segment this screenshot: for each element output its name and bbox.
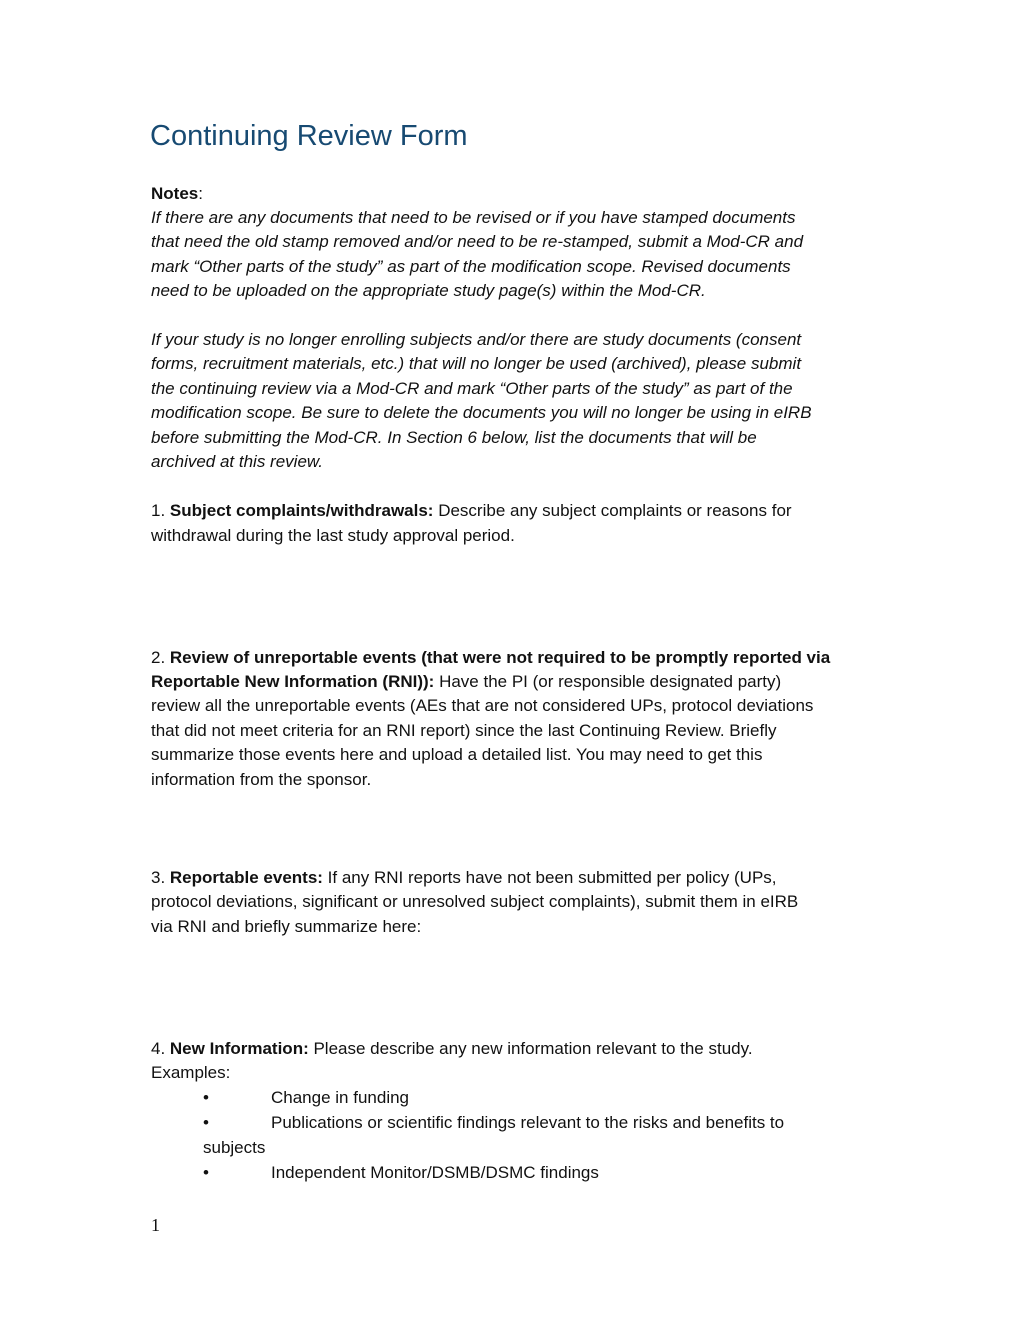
notes-p1-line: need to be uploaded on the appropriate study page(s) within the Mod-CR. <box>151 281 706 300</box>
section-4-title: New Information: <box>169 1039 309 1058</box>
section-number: 3. <box>151 868 170 887</box>
bullet-icon: • <box>203 1163 209 1182</box>
section-1-title: Subject complaints/withdrawals: <box>169 501 434 520</box>
notes-heading <box>151 182 203 206</box>
bullet-icon: • <box>203 1088 209 1107</box>
notes-p1-line: If there are any documents that need to be revised or if you have stamped documents <box>151 208 796 227</box>
section-number: 1. <box>151 501 170 520</box>
list-item: Independent Monitor/DSMB/DSMC findings <box>271 1163 599 1182</box>
section-2-title-cont: Reportable New Information (RNI)): <box>151 672 435 691</box>
section-1-heading <box>151 499 792 523</box>
section-3-text: If any RNI reports have not been submitted per policy (UPs, <box>322 868 777 887</box>
notes-label: Notes <box>151 184 199 203</box>
section-number: 4. <box>151 1039 170 1058</box>
section-3-heading <box>151 866 777 890</box>
section-2-line <box>151 670 781 694</box>
section-2-line: information from the sponsor. <box>151 770 372 789</box>
notes-p2-line: modification scope. Be sure to delete the documents you will no longer be using in eIRB <box>151 403 812 422</box>
notes-p2-line: the continuing review via a Mod-CR and mark “Other parts of the study” as part of the <box>151 379 793 398</box>
section-2-title: Review of unreportable events (that were not required to be promptly reported via <box>169 648 831 667</box>
notes-p2-line: before submitting the Mod-CR. In Section 6 below, list the documents that will be <box>151 428 757 447</box>
section-4-text: Please describe any new information relevant to the study. <box>308 1039 753 1058</box>
section-2-line: summarize those events here and upload a detailed list. You may need to get this <box>151 745 763 764</box>
notes-p2-line: archived at this review. <box>151 452 323 471</box>
section-3-line: via RNI and briefly summarize here: <box>151 917 422 936</box>
section-1-text: Describe any subject complaints or reasons for <box>433 501 792 520</box>
section-3-title: Reportable events: <box>169 868 323 887</box>
list-item-wrap: subjects <box>203 1138 266 1157</box>
bullet-icon: • <box>203 1113 209 1132</box>
notes-p2-line: If your study is no longer enrolling subjects and/or there are study documents (consent <box>151 330 802 349</box>
list-item: Publications or scientific findings relevant to the risks and benefits to <box>271 1113 785 1132</box>
section-number: 2. <box>151 648 170 667</box>
examples-label: Examples: <box>151 1063 231 1082</box>
section-2-line: review all the unreportable events (AEs that are not considered UPs, protocol deviations <box>151 696 814 715</box>
section-2-text: Have the PI (or responsible designated party) <box>434 672 782 691</box>
notes-colon: : <box>198 184 203 203</box>
section-4-heading <box>151 1037 753 1061</box>
notes-p1-line: that need the old stamp removed and/or need to be re-stamped, submit a Mod-CR and <box>151 232 804 251</box>
section-2-line: that did not meet criteria for an RNI report) since the last Continuing Review. Briefly <box>151 721 777 740</box>
page-title: Continuing Review Form <box>150 120 468 152</box>
section-3-line: protocol deviations, significant or unresolved subject complaints), submit them in eIRB <box>151 892 799 911</box>
section-2-heading <box>151 646 830 670</box>
page-number: 1 <box>151 1215 160 1235</box>
section-1-line: withdrawal during the last study approval period. <box>151 526 515 545</box>
notes-p2-line: forms, recruitment materials, etc.) that will no longer be used (archived), please submit <box>151 354 802 373</box>
notes-p1-line: mark “Other parts of the study” as part of the modification scope. Revised documents <box>151 257 791 276</box>
list-item: Change in funding <box>271 1088 410 1107</box>
